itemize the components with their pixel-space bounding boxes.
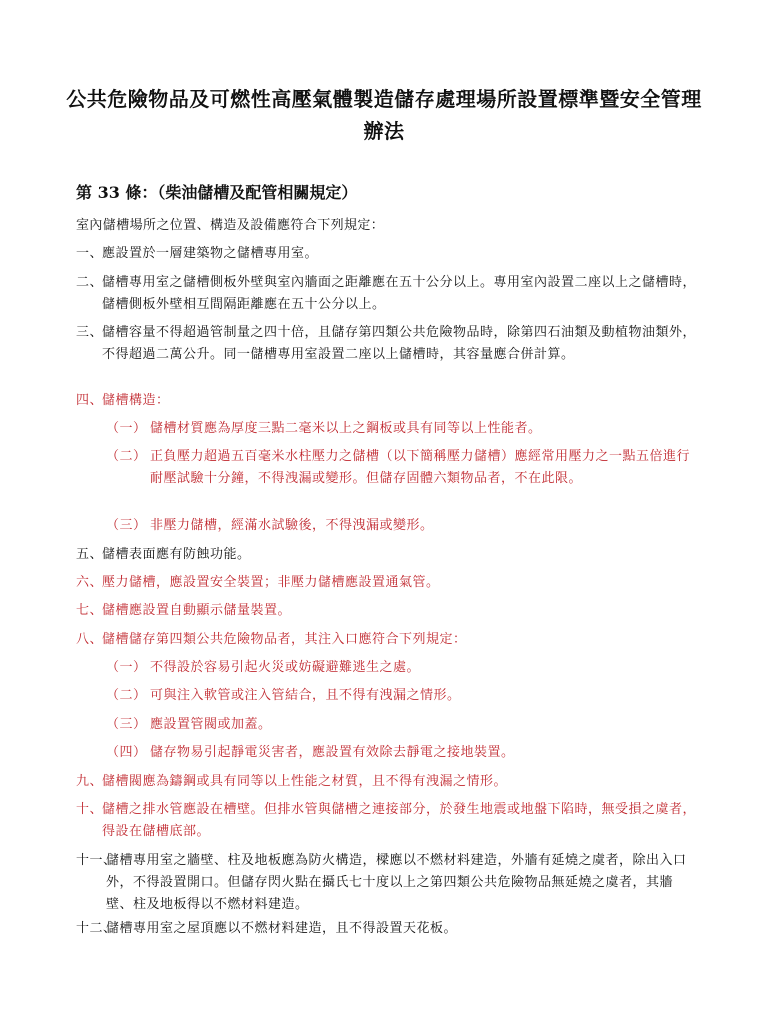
item-label: 五、: [76, 547, 104, 562]
item-label: （二）: [106, 449, 147, 464]
item-label: （三）: [106, 717, 147, 732]
item-text: 儲槽專用室之屋頂應以不燃材料建造，且不得設置天花板。: [106, 921, 458, 936]
item-label: 十、: [76, 802, 104, 817]
item-text: 儲槽專用室之儲槽側板外壁與室內牆面之距離應在五十公分以上。專用室內設置二座以上之儲槽時，儲槽側板外壁相互間隔距離應在五十公分以上。: [102, 275, 697, 312]
item-label: （二）: [106, 688, 147, 703]
item-label: 十二、: [76, 921, 117, 936]
item-text: 不得設於容易引起火災或妨礙避難逃生之處。: [150, 660, 421, 675]
sub-list-item: [106, 515, 700, 537]
list-item: [76, 850, 696, 916]
sub-list-item: [106, 657, 700, 679]
item-label: 二、: [76, 275, 104, 290]
item-text: 應設置管閥或加蓋。: [150, 717, 272, 732]
item-label: 八、: [76, 632, 104, 647]
item-label: （一）: [106, 660, 147, 675]
list-item: [76, 390, 696, 412]
item-label: 三、: [76, 325, 104, 340]
list-item: [76, 629, 696, 651]
list-item: [76, 771, 696, 793]
item-text: 儲存物易引起靜電災害者，應設置有效除去靜電之接地裝置。: [150, 745, 515, 760]
intro-paragraph: 室內儲槽場所之位置、構造及設備應符合下列規定：: [76, 218, 385, 233]
list-item: [76, 918, 696, 940]
article-heading: 第 33 條：（柴油儲槽及配管相關規定）: [76, 183, 358, 202]
item-label: 一、: [76, 246, 104, 261]
item-text: 儲槽材質應為厚度三點二毫米以上之鋼板或具有同等以上性能者。: [150, 421, 542, 436]
item-label: （一）: [106, 421, 147, 436]
item-label: 九、: [76, 774, 104, 789]
item-label: 四、: [76, 393, 104, 408]
item-text: 儲槽儲存第四類公共危險物品者，其注入口應符合下列規定：: [102, 632, 467, 647]
item-label: （四）: [106, 745, 147, 760]
item-text: 儲槽之排水管應設在槽壁。但排水管與儲槽之連接部分，於發生地震或地盤下陷時，無受損之虞者，得設在儲槽底部。: [102, 802, 697, 839]
item-text: 正負壓力超過五百毫米水柱壓力之儲槽（以下簡稱壓力儲槽）應經常用壓力之一點五倍進行耐壓試驗十分鐘，不得洩漏或變形。但儲存固體六類物品者，不在此限。: [150, 449, 691, 486]
item-text: 儲槽容量不得超過管制量之四十倍，且儲存第四類公共危險物品時，除第四石油類及動植物油類外，不得超過二萬公升。同一儲槽專用室設置二座以上儲槽時，其容量應合併計算。: [102, 325, 697, 362]
list-item: [76, 243, 696, 265]
item-text: 應設置於一層建築物之儲槽專用室。: [102, 246, 319, 261]
list-item: [76, 799, 696, 843]
item-text: 儲槽閥應為鑄鋼或具有同等以上性能之材質，且不得有洩漏之情形。: [102, 774, 508, 789]
list-item: [76, 600, 696, 622]
list-item: [76, 572, 696, 594]
sub-list-item: [106, 714, 700, 736]
list-item: [76, 272, 696, 316]
item-text: 可與注入軟管或注入管結合，且不得有洩漏之情形。: [150, 688, 461, 703]
item-label: 七、: [76, 603, 104, 618]
list-item: [76, 322, 696, 366]
sub-list-item: [106, 446, 700, 490]
item-label: 六、: [76, 575, 104, 590]
item-text: 儲槽構造：: [102, 393, 170, 408]
item-text: 儲槽應設置自動顯示儲量裝置。: [102, 603, 292, 618]
item-text: 壓力儲槽，應設置安全裝置；非壓力儲槽應設置通氣管。: [102, 575, 440, 590]
item-text: 儲槽專用室之牆壁、柱及地板應為防火構造，樑應以不燃材料建造，外牆有延燒之虞者，除出入口外，不得設置開口。但儲存閃火點在攝氏七十度以上之第四類公共危險物品無延燒之虞者，其牆壁、柱及地板得以不燃材料建造。: [106, 853, 687, 912]
sub-list-item: [106, 742, 700, 764]
item-text: 儲槽表面應有防蝕功能。: [102, 547, 251, 562]
item-text: 非壓力儲槽，經滿水試驗後，不得洩漏或變形。: [150, 518, 434, 533]
item-label: （三）: [106, 518, 147, 533]
sub-list-item: [106, 685, 700, 707]
document-title: 公共危險物品及可燃性高壓氣體製造儲存處理場所設置標準暨安全管理辦法: [66, 87, 702, 143]
list-item: [76, 544, 696, 566]
sub-list-item: [106, 418, 700, 440]
item-label: 十一、: [76, 853, 117, 868]
